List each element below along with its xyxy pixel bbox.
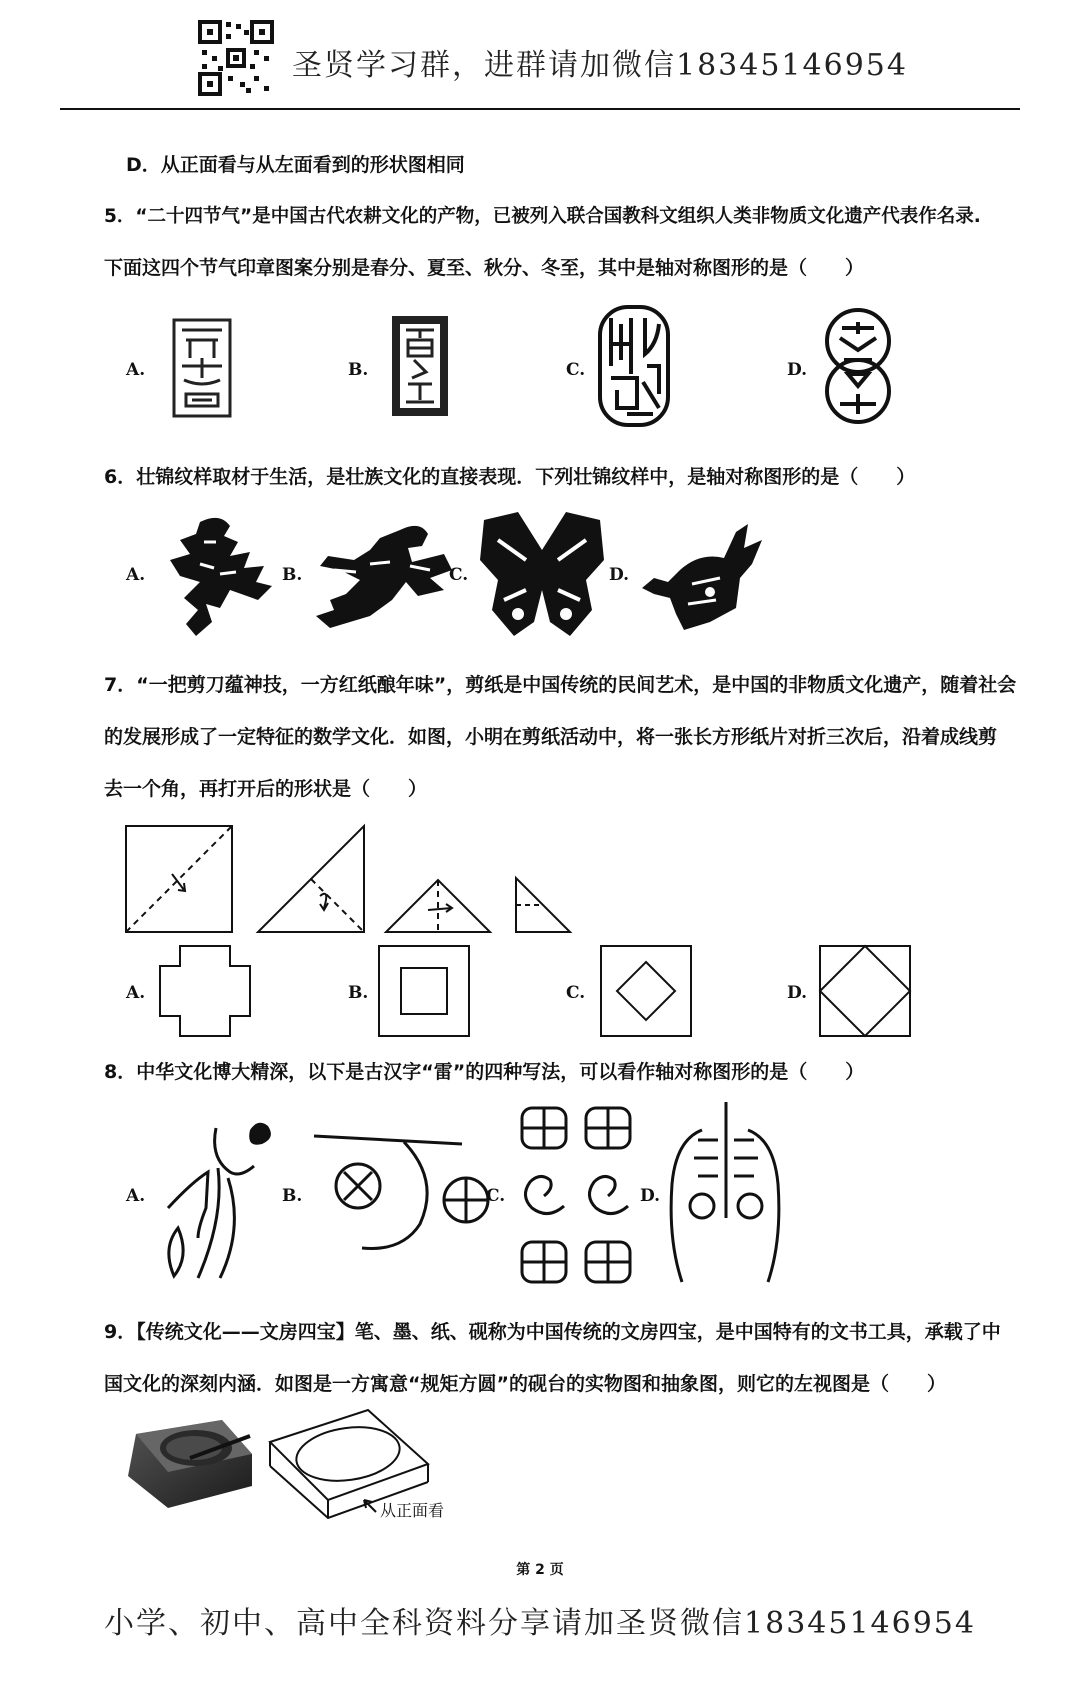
q5-label-a: A. bbox=[126, 360, 146, 380]
q8-line1: 8．中华文化博大精深，以下是古汉字“雷”的四种写法，可以看作轴对称图形的是（ ） bbox=[104, 1061, 865, 1083]
q7-label-d: D. bbox=[787, 983, 808, 1003]
q9-line1: 9．【传统文化——文房四宝】笔、墨、纸、砚称为中国传统的文房四宝，是中国特有的文书工具，承载了中 bbox=[104, 1321, 1001, 1343]
q8-label-c: C. bbox=[486, 1186, 506, 1206]
cut-result-b-figure bbox=[377, 944, 471, 1038]
cut-result-d-figure bbox=[818, 944, 912, 1038]
q5-label-c: C. bbox=[566, 360, 586, 380]
q7-line3: 去一个角，再打开后的形状是（ ） bbox=[104, 778, 428, 800]
cut-result-a-figure bbox=[158, 944, 252, 1038]
seal-xiazhi-image bbox=[392, 316, 448, 416]
q5-label-b: B. bbox=[348, 360, 369, 380]
front-view-label: 从正面看 bbox=[380, 1501, 445, 1520]
q6-line1: 6．壮锦纹样取材于生活，是壮族文化的直接表现．下列壮锦纹样中，是轴对称图形的是（ ） bbox=[104, 466, 916, 488]
lei-glyph-b-figure bbox=[312, 1128, 492, 1254]
q8-label-a: A. bbox=[126, 1186, 146, 1206]
q6-label-c: C. bbox=[449, 565, 469, 585]
seal-chunfen-image bbox=[172, 318, 232, 418]
q6-label-a: A. bbox=[126, 565, 146, 585]
cut-result-c-figure bbox=[599, 944, 693, 1038]
q7-line2: 的发展形成了一定特征的数学文化．如图，小明在剪纸活动中，将一张长方形纸片对折三次后，沿着成线剪 bbox=[104, 726, 998, 748]
lei-glyph-a-figure bbox=[158, 1108, 288, 1288]
zhuangjin-pattern-a-image bbox=[160, 512, 280, 640]
q5-line1: 5．“二十四节气”是中国古代农耕文化的产物，已被列入联合国教科文组织人类非物质文化遗产代表作名录. bbox=[104, 206, 981, 227]
lei-glyph-d-figure bbox=[668, 1100, 782, 1284]
q6-label-d: D. bbox=[609, 565, 630, 585]
seal-qiufen-image bbox=[597, 304, 671, 428]
page-number: 第 2 页 bbox=[516, 1562, 564, 1578]
q9-line2: 国文化的深刻内涵．如图是一方寓意“规矩方圆”的砚台的实物图和抽象图，则它的左视图是（ ） bbox=[104, 1373, 946, 1395]
q5-label-d: D. bbox=[787, 360, 808, 380]
header-text: 圣贤学习群，进群请加微信18345146954 bbox=[292, 48, 908, 83]
folding-steps-figure bbox=[124, 824, 574, 936]
q7-label-a: A. bbox=[126, 983, 146, 1003]
q7-line1: 7．“一把剪刀蕴神技，一方红纸酿年味”，剪纸是中国传统的民间艺术，是中国的非物质文化遗产，随着社会 bbox=[104, 674, 1017, 696]
q8-label-d: D. bbox=[640, 1186, 661, 1206]
lei-glyph-c-figure bbox=[518, 1104, 636, 1286]
q7-label-b: B. bbox=[348, 983, 369, 1003]
qr-code-icon bbox=[198, 20, 274, 96]
footer-ad-text: 小学、初中、高中全科资料分享请加圣贤微信18345146954 bbox=[104, 1606, 976, 1641]
zhuangjin-pattern-c-image bbox=[478, 510, 606, 640]
q7-label-c: C. bbox=[566, 983, 586, 1003]
zhuangjin-pattern-d-image bbox=[640, 518, 766, 634]
q8-label-b: B. bbox=[282, 1186, 303, 1206]
zhuangjin-pattern-b-image bbox=[310, 520, 452, 630]
q4-option-d: D．从正面看与从左面看到的形状图相同 bbox=[126, 154, 465, 176]
inkstone-photo-image bbox=[126, 1414, 254, 1510]
header-divider bbox=[60, 108, 1020, 110]
q6-label-b: B. bbox=[282, 565, 303, 585]
q5-line2: 下面这四个节气印章图案分别是春分、夏至、秋分、冬至，其中是轴对称图形的是（ ） bbox=[104, 257, 865, 279]
seal-dongzhi-image bbox=[822, 308, 894, 424]
